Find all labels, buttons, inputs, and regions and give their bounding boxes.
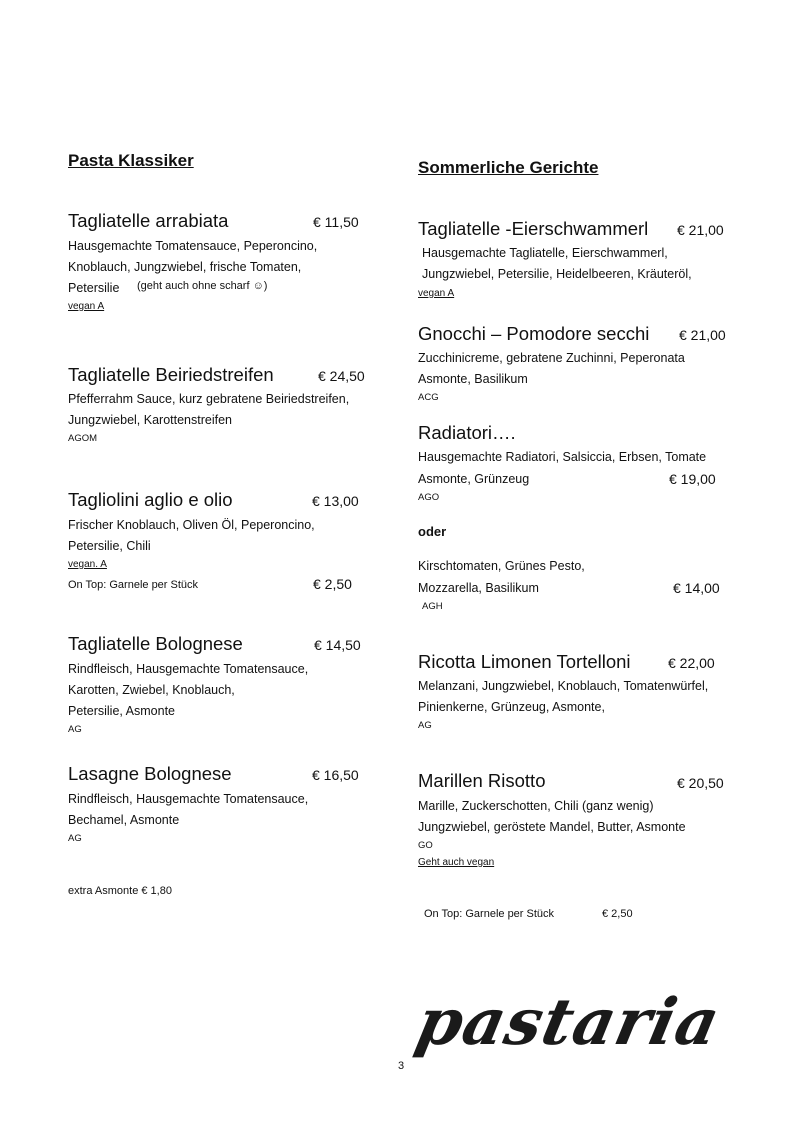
- vegan-tag: vegan A: [68, 301, 105, 312]
- dish-note: (geht auch ohne scharf ☺): [137, 280, 268, 292]
- dish-desc-line: Pfefferrahm Sauce, kurz gebratene Beiriedstreifen,: [68, 392, 350, 406]
- dish-name-aglio-olio: Tagliolini aglio e olio: [68, 489, 233, 510]
- dish-desc-line: Knoblauch, Jungzwiebel, frische Tomaten,: [68, 260, 302, 274]
- dish-desc-line: Petersilie, Chili: [68, 539, 151, 553]
- dish-desc-line: Marille, Zuckerschotten, Chili (ganz wenig): [418, 799, 654, 813]
- dish-name-arrabiata: Tagliatelle arrabiata: [68, 210, 229, 231]
- dish-name-gnocchi: Gnocchi – Pomodore secchi: [418, 323, 650, 344]
- dish-price-gnocchi: € 21,00: [679, 327, 726, 343]
- dish-price-bolognese: € 14,50: [314, 637, 361, 653]
- dish-desc-line: Kirschtomaten, Grünes Pesto,: [418, 559, 585, 573]
- dish-desc-line: Jungzwiebel, Karottenstreifen: [68, 413, 232, 427]
- dish-name-lasagne: Lasagne Bolognese: [68, 763, 232, 784]
- dish-desc-line: Asmonte, Grünzeug: [418, 472, 530, 486]
- dish-desc-line: Frischer Knoblauch, Oliven Öl, Peperoncino,: [68, 518, 315, 532]
- dish-price-lasagne: € 16,50: [312, 767, 359, 783]
- dish-price-eierschwammerl: € 21,00: [677, 222, 724, 238]
- allergen-codes: ACG: [418, 392, 439, 403]
- dish-desc-line: Jungzwiebel, geröstete Mandel, Butter, Asmonte: [418, 820, 686, 834]
- section-heading-pasta-klassiker: Pasta Klassiker: [68, 151, 194, 170]
- ontop-price: € 2,50: [602, 908, 633, 920]
- dish-price-beiried: € 24,50: [318, 368, 365, 384]
- dish-price-aglio-olio: € 13,00: [312, 493, 359, 509]
- dish-name-tortelloni: Ricotta Limonen Tortelloni: [418, 651, 631, 672]
- dish-desc-line: Petersilie, Asmonte: [68, 704, 175, 718]
- dish-desc-line: Petersilie: [68, 281, 120, 295]
- dish-price-risotto: € 20,50: [677, 775, 724, 791]
- dish-desc-line: Jungzwiebel, Petersilie, Heidelbeeren, Kräuteröl,: [422, 267, 692, 281]
- dish-desc-line: Pinienkerne, Grünzeug, Asmonte,: [418, 700, 605, 714]
- allergen-codes: AGO: [418, 492, 440, 503]
- dish-desc-line: Hausgemachte Radiatori, Salsiccia, Erbsen, Tomate: [418, 450, 707, 464]
- dish-name-eierschwammerl: Tagliatelle -Eierschwammerl: [418, 218, 649, 239]
- oder-label: oder: [418, 524, 447, 539]
- dish-desc-line: Mozzarella, Basilikum: [418, 581, 539, 595]
- dish-desc-line: Hausgemachte Tagliatelle, Eierschwammerl,: [422, 246, 668, 260]
- dish-desc-line: Zucchinicreme, gebratene Zuchinni, Peperonata: [418, 351, 685, 365]
- vegan-tag: Geht auch vegan: [418, 857, 495, 868]
- allergen-codes: AGOM: [68, 433, 98, 444]
- dish-name-beiried: Tagliatelle Beiriedstreifen: [68, 364, 274, 385]
- page-number: 3: [398, 1060, 405, 1072]
- vegan-tag: vegan. A: [68, 559, 107, 570]
- ontop-price: € 2,50: [313, 576, 352, 592]
- allergen-codes: GO: [418, 840, 433, 851]
- dish-desc-line: Bechamel, Asmonte: [68, 813, 180, 827]
- dish-desc-line: Rindfleisch, Hausgemachte Tomatensauce,: [68, 792, 309, 806]
- allergen-codes: AG: [418, 720, 432, 731]
- section-heading-sommerliche-gerichte: Sommerliche Gerichte: [418, 158, 599, 177]
- extra-asmonte: extra Asmonte € 1,80: [68, 885, 172, 897]
- dish-price-arrabiata: € 11,50: [313, 214, 359, 230]
- allergen-codes: AG: [68, 724, 82, 735]
- dish-name-risotto: Marillen Risotto: [418, 770, 546, 791]
- pastaria-logo: pastaria: [410, 985, 727, 1060]
- dish-price-radiatori-alt: € 14,00: [673, 580, 720, 596]
- dish-desc-line: Karotten, Zwiebel, Knoblauch,: [68, 683, 235, 697]
- ontop-label: On Top: Garnele per Stück: [68, 579, 199, 591]
- dish-price-tortelloni: € 22,00: [668, 655, 715, 671]
- dish-desc-line: Rindfleisch, Hausgemachte Tomatensauce,: [68, 662, 309, 676]
- ontop-label: On Top: Garnele per Stück: [424, 908, 555, 920]
- allergen-codes: AG: [68, 833, 82, 844]
- dish-desc-line: Hausgemachte Tomatensauce, Peperoncino,: [68, 239, 318, 253]
- vegan-tag: vegan A: [418, 288, 455, 299]
- dish-name-bolognese: Tagliatelle Bolognese: [68, 633, 243, 654]
- dish-desc-line: Asmonte, Basilikum: [418, 372, 528, 386]
- dish-price-radiatori: € 19,00: [669, 471, 716, 487]
- allergen-codes: AGH: [422, 601, 443, 612]
- dish-desc-line: Melanzani, Jungzwiebel, Knoblauch, Tomatenwürfel,: [418, 679, 709, 693]
- dish-name-radiatori: Radiatori….: [418, 422, 516, 443]
